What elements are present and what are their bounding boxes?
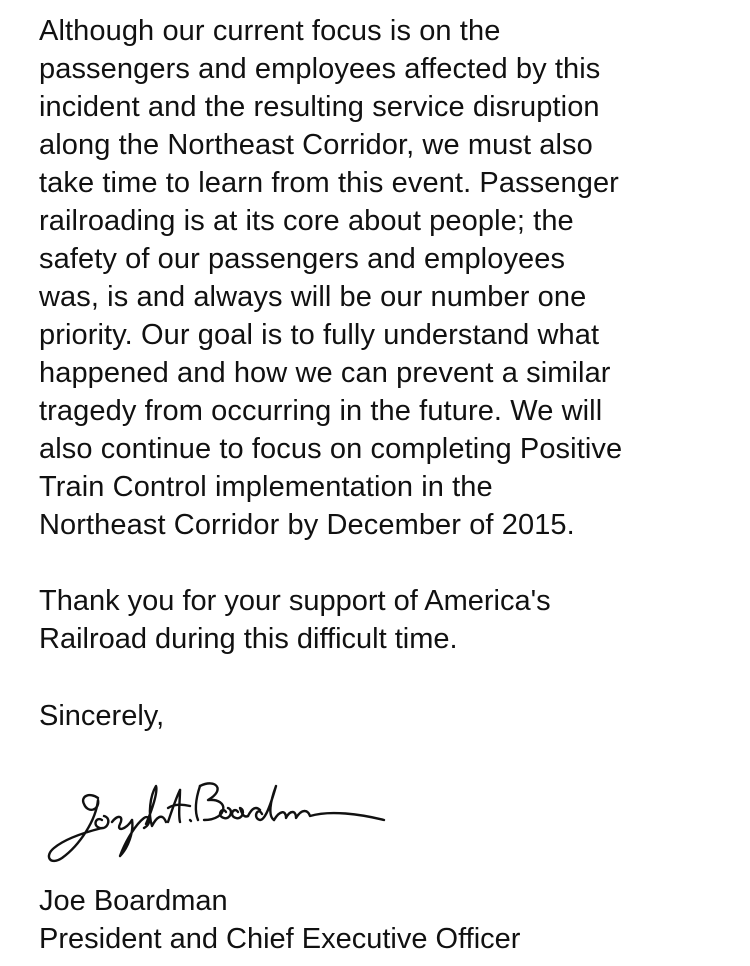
signer-title: President and Chief Executive Officer (39, 923, 521, 955)
thanks-line: Railroad during this difficult time. (39, 623, 458, 655)
body-line: priority. Our goal is to fully understand what (39, 319, 600, 351)
body-line: passengers and employees affected by this (39, 53, 601, 85)
body-line: Train Control implementation in the (39, 471, 493, 503)
body-line: Although our current focus is on the (39, 15, 501, 47)
closing-salutation: Sincerely, (39, 700, 165, 732)
body-line: railroading is at its core about people; the (39, 205, 574, 237)
body-line: was, is and always will be our number one (39, 281, 587, 313)
body-line: along the Northeast Corridor, we must also (39, 129, 593, 161)
signer-name: Joe Boardman (39, 885, 228, 917)
body-line: take time to learn from this event. Passenger (39, 167, 619, 199)
thanks-paragraph (39, 582, 551, 658)
body-line: tragedy from occurring in the future. We will (39, 395, 603, 427)
handwritten-signature (40, 770, 400, 870)
body-line: Northeast Corridor by December of 2015. (39, 509, 575, 541)
letter-body-paragraph (39, 12, 739, 544)
body-line: also continue to focus on completing Positive (39, 433, 623, 465)
body-line: incident and the resulting service disruption (39, 91, 600, 123)
thanks-line: Thank you for your support of America's (39, 585, 551, 617)
body-line: happened and how we can prevent a similar (39, 357, 611, 389)
body-line: safety of our passengers and employees (39, 243, 566, 275)
